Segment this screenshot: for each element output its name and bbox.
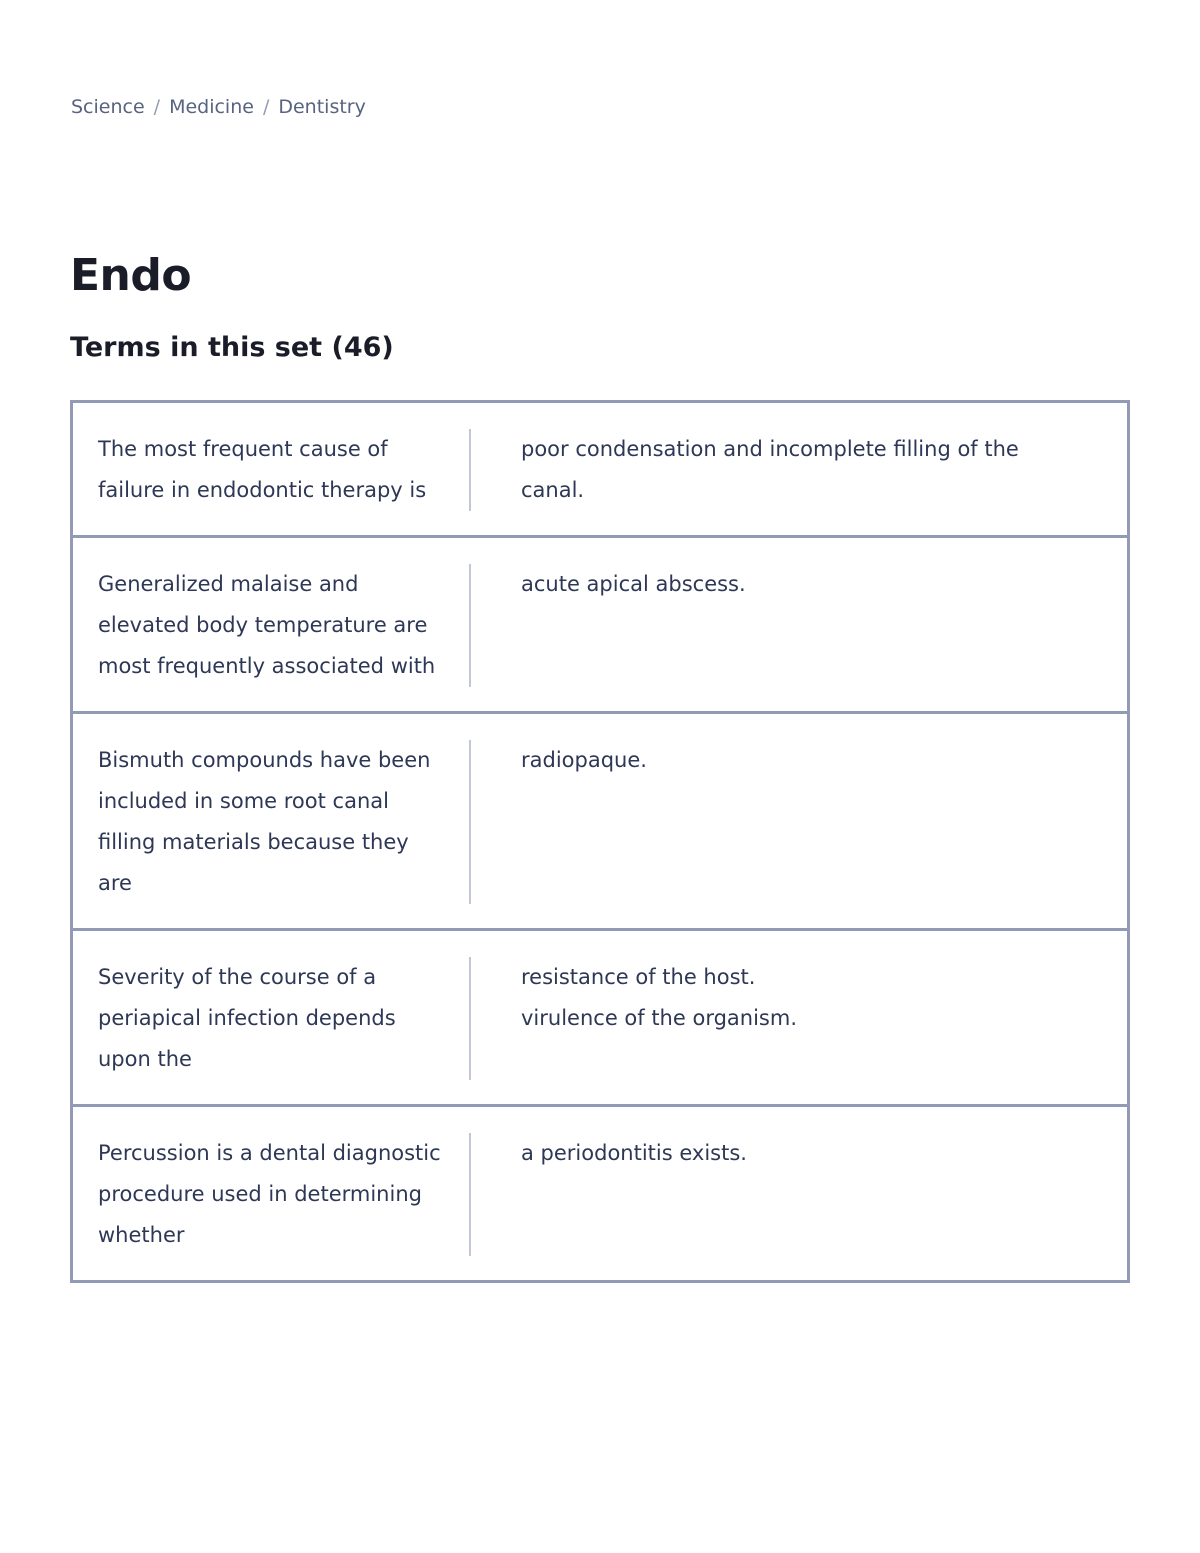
term-definition — [471, 429, 1127, 511]
breadcrumb-item-science[interactable]: Science — [71, 96, 145, 118]
breadcrumb — [71, 94, 366, 120]
term-text: The most frequent cause of failure in endodontic therapy is — [73, 429, 471, 511]
definition-line: virulence of the organism. — [521, 1006, 797, 1030]
term-row — [70, 400, 1130, 538]
term-text: Generalized malaise and elevated body temperature are most frequently associated with — [73, 564, 471, 687]
term-text: Percussion is a dental diagnostic procedure used in determining whether — [73, 1133, 471, 1256]
page-title: Endo — [70, 250, 192, 301]
term-definition — [471, 1133, 1127, 1256]
definition-line: poor condensation and incomplete filling of the canal. — [521, 437, 1019, 502]
definition-line: acute apical abscess. — [521, 572, 746, 596]
term-definition — [471, 740, 1127, 904]
definition-line: resistance of the host. — [521, 965, 756, 989]
term-row — [70, 535, 1130, 714]
breadcrumb-item-dentistry[interactable]: Dentistry — [278, 96, 366, 118]
term-text: Bismuth compounds have been included in some root canal filling materials because they are — [73, 740, 471, 904]
breadcrumb-item-medicine[interactable]: Medicine — [169, 96, 254, 118]
breadcrumb-separator: / — [153, 96, 161, 118]
definition-line: a periodontitis exists. — [521, 1141, 747, 1165]
terms-count-heading: Terms in this set (46) — [70, 332, 394, 363]
term-definition — [471, 957, 1127, 1080]
term-row — [70, 928, 1130, 1107]
terms-table — [70, 400, 1130, 1283]
breadcrumb-separator: / — [262, 96, 270, 118]
definition-line: radiopaque. — [521, 748, 647, 772]
term-row — [70, 711, 1130, 931]
term-definition — [471, 564, 1127, 687]
term-text: Severity of the course of a periapical infection depends upon the — [73, 957, 471, 1080]
term-row — [70, 1104, 1130, 1283]
